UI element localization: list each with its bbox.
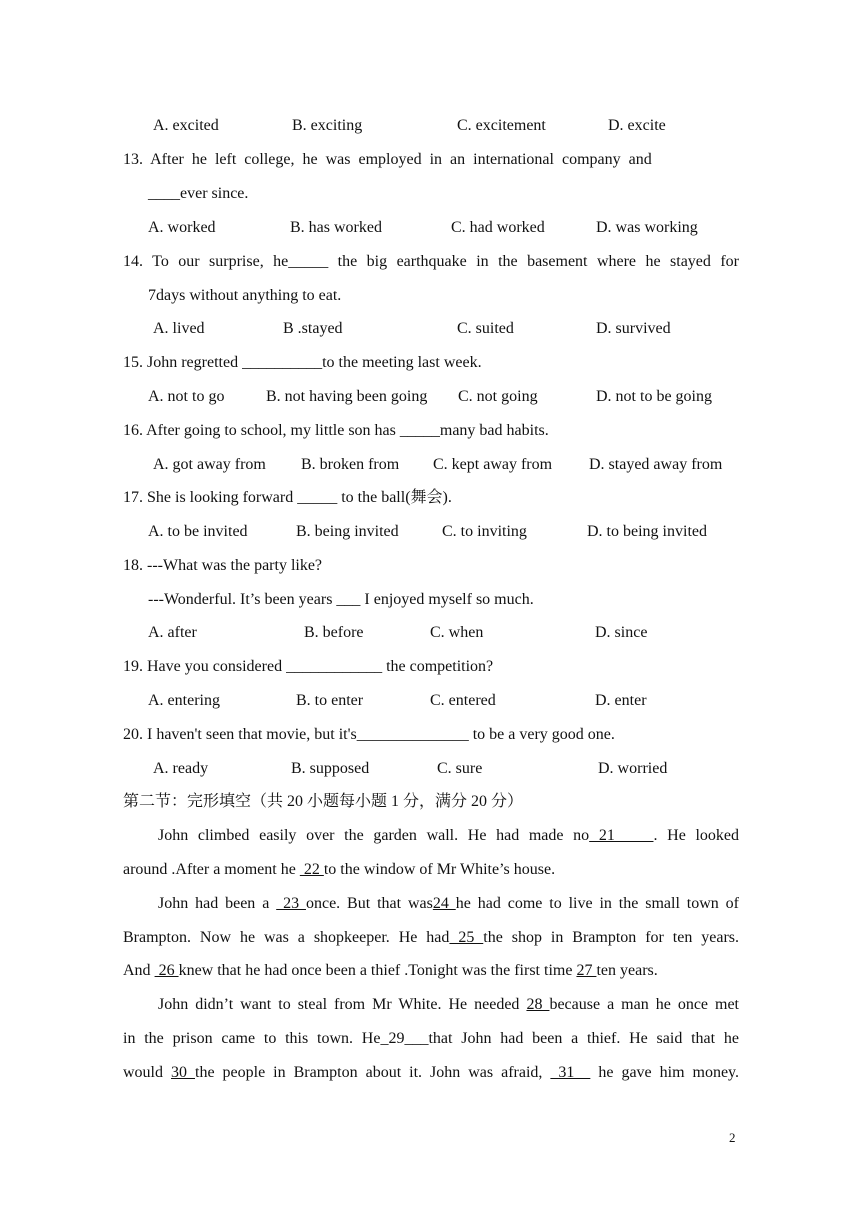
page-number: 2 [729, 1130, 736, 1145]
q17-option-b: B. being invited [296, 523, 399, 540]
q15-option-c: C. not going [458, 388, 538, 405]
q18-option-d: D. since [595, 624, 648, 641]
q17-stem: 17. She is looking forward _____ to the ball(舞会). [123, 489, 452, 506]
q18-option-b: B. before [304, 624, 364, 641]
blank-25: 25 [449, 929, 484, 946]
q14-option-b: B .stayed [283, 320, 343, 337]
q18-option-c: C. when [430, 624, 484, 641]
q16-option-a: A. got away from [153, 456, 266, 473]
q13-option-b: B. has worked [290, 219, 382, 236]
blank-31: 31 [550, 1064, 591, 1081]
q12-option-c: C. excitement [457, 117, 546, 134]
q14-option-c: C. suited [457, 320, 514, 337]
q18-stem-cont: ---Wonderful. It’s been years ___ I enjoyed myself so much. [148, 591, 534, 608]
passage-line: John had been a 23 once. But that was24 he had come to live in the small town of [158, 895, 740, 912]
q13-option-a: A. worked [148, 219, 216, 236]
q20-option-a: A. ready [153, 760, 209, 777]
q16-stem: 16. After going to school, my little son has _____many bad habits. [123, 422, 549, 439]
q16-option-b: B. broken from [301, 456, 400, 473]
section-heading: 第二节：完形填空（共 20 小题每小题 1 分，满分 20 分） [123, 793, 524, 810]
q19-option-c: C. entered [430, 692, 496, 709]
blank-28: 28 [526, 996, 550, 1013]
q14-stem-cont: 7days without anything to eat. [148, 287, 342, 304]
blank-22: 22 [299, 861, 324, 878]
blank-27: 27 [576, 962, 597, 979]
blank-21: 21 [589, 827, 654, 844]
q18-stem: 18. ---What was the party like? [123, 557, 323, 574]
q15-stem: 15. John regretted __________to the meeting last week. [123, 354, 482, 371]
q14-option-d: D. survived [596, 320, 671, 337]
q20-option-c: C. sure [437, 760, 483, 777]
q13-option-c: C. had worked [451, 219, 545, 236]
passage-line: John didn’t want to steal from Mr White. He needed 28 because a man he once met [158, 996, 740, 1013]
blank-24: 24 [432, 895, 456, 912]
q19-option-a: A. entering [148, 692, 220, 709]
q12-option-a: A. excited [153, 117, 219, 134]
blank-30: 30 [171, 1064, 195, 1081]
passage-line: around .After a moment he 22 to the window of Mr White’s house. [123, 861, 556, 878]
blank-23: 23 [276, 895, 306, 912]
q15-option-b: B. not having been going [266, 388, 428, 405]
passage-line: Brampton. Now he was a shopkeeper. He had 25 the shop in Brampton for ten years. [123, 929, 740, 946]
q15-option-d: D. not to be going [596, 388, 712, 405]
q13-stem: 13. After he left college, he was employed in an international company and [123, 151, 652, 168]
q16-option-d: D. stayed away from [589, 456, 723, 473]
q19-option-d: D. enter [595, 692, 647, 709]
q17-option-c: C. to inviting [442, 523, 527, 540]
q20-option-b: B. supposed [291, 760, 370, 777]
q17-option-a: A. to be invited [148, 523, 248, 540]
passage-line: in the prison came to this town. He_29___that John had been a thief. He said that he [123, 1030, 739, 1047]
q12-option-d: D. excite [608, 117, 666, 134]
passage-line: would 30 the people in Brampton about it. John was afraid, 31 he gave him money. [123, 1064, 740, 1081]
q19-option-b: B. to enter [296, 692, 364, 709]
q14-stem: 14. To our surprise, he_____ the big earthquake in the basement where he stayed for [123, 253, 739, 270]
q14-option-a: A. lived [153, 320, 205, 337]
q13-option-d: D. was working [596, 219, 698, 236]
q19-stem: 19. Have you considered ____________ the competition? [123, 658, 494, 675]
blank-26: 26 [154, 962, 179, 979]
q20-option-d: D. worried [598, 760, 668, 777]
q20-stem: 20. I haven't seen that movie, but it's______________ to be a very good one. [123, 726, 615, 743]
q13-stem-cont: ____ever since. [148, 185, 249, 202]
passage-line: John climbed easily over the garden wall. He had made no 21 . He looked [158, 827, 740, 844]
q12-option-b: B. exciting [292, 117, 363, 134]
q15-option-a: A. not to go [148, 388, 225, 405]
q18-option-a: A. after [148, 624, 197, 641]
q16-option-c: C. kept away from [433, 456, 553, 473]
passage-line: And 26 knew that he had once been a thief .Tonight was the first time 27 ten years. [123, 962, 658, 979]
q17-option-d: D. to being invited [587, 523, 707, 540]
